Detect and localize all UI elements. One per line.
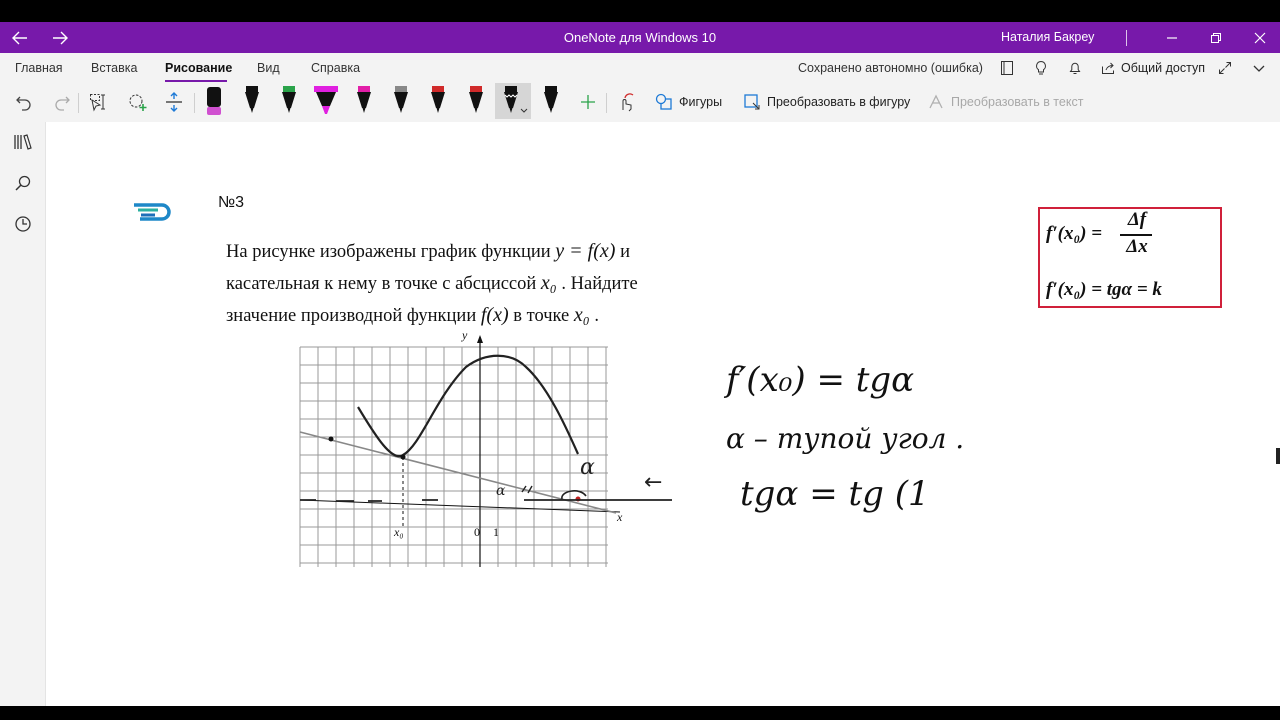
forward-button[interactable] xyxy=(40,22,80,53)
tab-help[interactable]: Справка xyxy=(311,61,361,75)
page-canvas[interactable] xyxy=(46,122,1280,706)
pen-icon xyxy=(348,83,380,119)
notebook-icon xyxy=(999,60,1015,76)
logo-icon xyxy=(132,201,172,221)
problem-text xyxy=(226,236,746,332)
add-space-tool[interactable] xyxy=(162,85,186,119)
pen-icon xyxy=(495,83,531,119)
pen-pink[interactable] xyxy=(348,83,380,119)
more-options-button[interactable] xyxy=(1248,57,1270,79)
convert-shape-icon xyxy=(743,93,761,111)
convert-to-shape-label: Преобразовать в фигуру xyxy=(767,95,911,109)
x0-symbol: x₀ xyxy=(573,304,590,326)
problem-number: №3 xyxy=(218,194,245,211)
handwritten-line-3: tgα = tg (1 xyxy=(740,474,930,514)
notifications-button[interactable] xyxy=(1064,57,1086,79)
pen-icon xyxy=(273,83,305,119)
undo-icon xyxy=(15,93,33,111)
formula-numerator: Δf xyxy=(1127,209,1147,230)
share-icon xyxy=(1100,60,1116,76)
tab-home[interactable]: Главная xyxy=(15,61,63,75)
pen-icon xyxy=(385,83,417,119)
y-axis-arrow xyxy=(477,335,483,343)
active-tab-indicator xyxy=(165,80,227,82)
tips-button[interactable] xyxy=(1030,57,1052,79)
formula-line-1-lhs: f′(x₀) = xyxy=(1046,223,1103,244)
pen-black-selected[interactable] xyxy=(495,83,531,119)
toolbar-separator xyxy=(194,93,195,113)
redo-icon xyxy=(53,93,71,111)
title-bar xyxy=(0,22,1280,53)
x0-symbol: x₀ xyxy=(540,272,557,294)
close-button[interactable] xyxy=(1238,22,1280,53)
lasso-add-icon xyxy=(127,92,149,112)
screen-bottom-border xyxy=(0,706,1280,720)
search-icon xyxy=(14,174,32,192)
screen-top-border xyxy=(0,0,1280,22)
undo-button[interactable] xyxy=(12,85,36,119)
x0-tick-label: x₀ xyxy=(394,525,404,539)
touch-draw-icon xyxy=(616,92,636,112)
pen-icon xyxy=(535,83,567,119)
tab-insert[interactable]: Вставка xyxy=(91,61,138,75)
pen-black-2[interactable] xyxy=(236,83,268,119)
pen-red[interactable] xyxy=(422,83,454,119)
function-graph xyxy=(296,327,686,572)
pen-green[interactable] xyxy=(273,83,305,119)
title-separator xyxy=(1126,30,1127,46)
fx-symbol: f(x) xyxy=(480,304,509,326)
curve-point xyxy=(329,437,334,442)
formula-line-2: f′(x₀) = tgα = k xyxy=(1046,279,1162,300)
function-curve xyxy=(358,356,578,456)
pen-icon xyxy=(422,83,454,119)
minimize-icon xyxy=(1166,32,1178,44)
alpha-label: α xyxy=(580,455,595,480)
convert-text-icon xyxy=(927,93,945,111)
one-tick-label: 1 xyxy=(493,525,499,539)
shapes-icon xyxy=(655,93,673,111)
y-axis-label: y xyxy=(462,328,468,342)
pen-icon xyxy=(198,83,230,119)
back-button[interactable] xyxy=(0,22,40,53)
toolbar-separator xyxy=(78,93,79,113)
convert-to-text-label: Преобразовать в текст xyxy=(951,95,1084,109)
tab-view[interactable]: Вид xyxy=(257,61,280,75)
formula-denominator: Δx xyxy=(1126,236,1148,257)
handwritten-horizontal-line xyxy=(300,500,672,501)
share-button[interactable] xyxy=(1100,57,1205,79)
problem-text-segment: касательная к нему в точке с абсциссой xyxy=(226,274,541,294)
pen-icon xyxy=(236,83,268,119)
minimize-button[interactable] xyxy=(1150,22,1194,53)
bell-icon xyxy=(1067,60,1083,76)
problem-line-2 xyxy=(226,268,746,300)
redo-button[interactable] xyxy=(50,85,74,119)
tab-draw[interactable]: Рисование xyxy=(165,61,233,75)
problem-text-segment: в точке xyxy=(513,306,570,326)
arrow-right-icon xyxy=(52,31,68,45)
search-button[interactable] xyxy=(11,171,35,195)
pen-black-3[interactable] xyxy=(535,83,567,119)
ribbon xyxy=(0,53,1280,123)
notebooks-button[interactable] xyxy=(11,130,35,154)
cursor-mark xyxy=(1276,448,1280,464)
handwritten-line-1: f′(x₀) = tgα xyxy=(726,360,915,400)
highlighter-icon xyxy=(310,83,342,119)
share-label: Общий доступ xyxy=(1121,61,1205,75)
left-nav xyxy=(0,122,46,706)
arrow-left-icon xyxy=(12,31,28,45)
problem-text-segment: значение производной функции xyxy=(226,306,481,326)
toolbar-separator xyxy=(606,93,607,113)
pointer-arrow: ← xyxy=(644,470,663,495)
plus-icon xyxy=(579,93,597,111)
select-text-tool[interactable] xyxy=(88,85,112,119)
problem-text-segment: . Найдите xyxy=(561,274,638,294)
handwritten-line-2: α – тупой угол . xyxy=(726,422,965,455)
fullscreen-button[interactable] xyxy=(1214,57,1236,79)
lightbulb-icon xyxy=(1033,60,1049,76)
window-title: OneNote для Windows 10 xyxy=(563,30,717,45)
user-name[interactable]: Наталия Бакреу xyxy=(1001,30,1095,44)
add-pen-button[interactable] xyxy=(576,85,600,119)
recent-notes-button[interactable] xyxy=(11,212,35,236)
convert-to-shape-button[interactable] xyxy=(743,85,910,119)
pen-black-1[interactable] xyxy=(198,83,230,119)
pen-icon xyxy=(460,83,492,119)
shapes-label: Фигуры xyxy=(679,95,723,109)
convert-to-text-button[interactable] xyxy=(927,85,1083,119)
text-select-icon xyxy=(89,92,111,112)
close-icon xyxy=(1254,32,1266,44)
formula-box xyxy=(1038,207,1222,308)
restore-icon xyxy=(1210,32,1222,44)
insert-space-icon xyxy=(164,91,184,113)
restore-button[interactable] xyxy=(1194,22,1238,53)
chevron-down-icon xyxy=(1251,60,1267,76)
x-axis-label: x xyxy=(617,510,623,524)
pen-red-2[interactable] xyxy=(460,83,492,119)
origin-label: 0 xyxy=(474,525,480,539)
problem-text-segment: На рисунке изображены график функции xyxy=(226,242,556,262)
alpha-small-label: α xyxy=(496,483,506,499)
function-expression: y = f(x) xyxy=(555,240,616,262)
shapes-button[interactable] xyxy=(655,85,722,119)
highlighter-magenta[interactable] xyxy=(310,83,342,119)
clock-icon xyxy=(14,215,32,233)
pen-gray[interactable] xyxy=(385,83,417,119)
problem-text-segment: . xyxy=(594,306,599,326)
expand-icon xyxy=(1217,60,1233,76)
sync-status: Сохранено автономно (ошибка) xyxy=(798,61,983,75)
tangent-point xyxy=(401,455,406,460)
problem-text-segment: и xyxy=(620,242,630,262)
ink-to-math-button[interactable] xyxy=(614,85,638,119)
handwritten-angle-arc xyxy=(562,491,586,499)
notebook-icon-button[interactable] xyxy=(996,57,1018,79)
library-icon xyxy=(13,133,33,151)
problem-line-1 xyxy=(226,236,746,268)
lasso-select-tool[interactable] xyxy=(126,85,150,119)
